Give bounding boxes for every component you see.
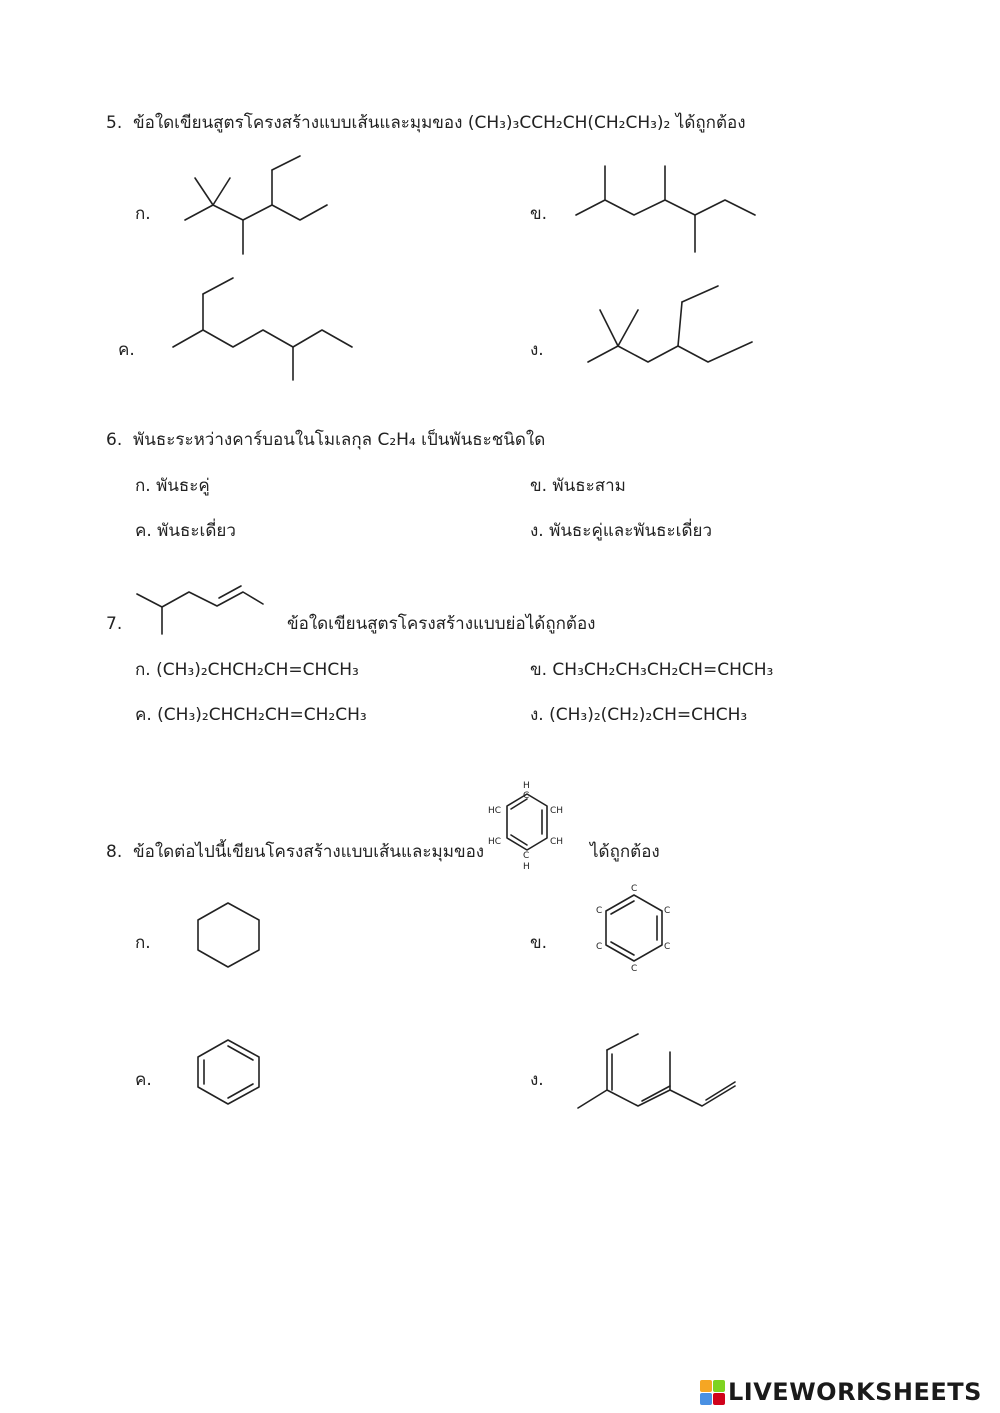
liveworksheets-logo-icon [700, 1380, 725, 1405]
q6-option-c[interactable]: ค. พันธะเดี่ยว [135, 521, 236, 541]
q6-number: 6. [106, 430, 123, 450]
liveworksheets-brand [700, 1378, 982, 1406]
q8-optb-atom-c4: C [631, 964, 638, 974]
q5-option-d-label[interactable]: ง. [530, 340, 544, 360]
q7-structure [133, 582, 268, 637]
q7-option-d[interactable]: ง. (CH₃)₂(CH₂)₂CH=CHCH₃ [530, 705, 748, 725]
q8-atom-c-top: C [523, 791, 530, 801]
q8-atom-hc-lower-left: HC [488, 837, 502, 847]
q5-option-a-structure[interactable] [175, 150, 335, 260]
q8-stem: ข้อใดต่อไปนี้เขียนโครงสร้างแบบเส้นและมุมของ [133, 842, 485, 862]
q5-option-a-label[interactable]: ก. [135, 204, 151, 224]
q8-atom-h-top: H [523, 781, 530, 791]
q7-option-c[interactable]: ค. (CH₃)₂CHCH₂CH=CH₂CH₃ [135, 705, 367, 725]
q8-option-b-structure[interactable] [592, 883, 682, 975]
q5-option-d-structure[interactable] [580, 280, 760, 370]
q8-optb-atom-c6: C [596, 906, 603, 916]
q8-option-c-structure[interactable] [190, 1032, 270, 1112]
q8-option-d-structure[interactable] [570, 1028, 745, 1114]
q8-option-a-structure[interactable] [190, 895, 270, 975]
q8-option-b-label[interactable]: ข. [530, 933, 548, 953]
q8-optb-atom-c3: C [664, 942, 671, 952]
q8-number: 8. [106, 842, 123, 862]
q7-option-b[interactable]: ข. CH₃CH₂CH₃CH₂CH=CHCH₃ [530, 660, 774, 680]
q7-stem: ข้อใดเขียนสูตรโครงสร้างแบบย่อได้ถูกต้อง [287, 614, 596, 634]
q6-option-b[interactable]: ข. พันธะสาม [530, 476, 626, 496]
q5-stem: ข้อใดเขียนสูตรโครงสร้างแบบเส้นและมุมของ (CH₃)₃CCH₂CH(CH₂CH₃)₂ ได้ถูกต้อง [133, 113, 746, 133]
q8-option-a-label[interactable]: ก. [135, 933, 151, 953]
q8-option-c-label[interactable]: ค. [135, 1070, 152, 1090]
q5-number: 5. [106, 113, 123, 133]
q6-option-d[interactable]: ง. พันธะคู่และพันธะเดี่ยว [530, 521, 713, 541]
q5-option-b-label[interactable]: ข. [530, 204, 548, 224]
q8-optb-atom-c1: C [631, 884, 638, 894]
q8-atom-h-bottom: H [523, 862, 530, 872]
q7-number: 7. [106, 614, 123, 634]
q8-benzene-kekule-structure [484, 778, 576, 874]
q8-optb-atom-c2: C [664, 906, 671, 916]
q8-atom-ch-lower-right: CH [550, 837, 564, 847]
q5-option-b-structure[interactable] [570, 160, 770, 260]
q8-atom-ch-upper-right: CH [550, 806, 564, 816]
q8-atom-hc-upper-left: HC [488, 806, 502, 816]
brand-name: LIVEWORKSHEETS [728, 1378, 982, 1406]
q6-option-a[interactable]: ก. พันธะคู่ [135, 476, 210, 496]
q5-option-c-structure[interactable] [165, 272, 365, 387]
q8-option-d-label[interactable]: ง. [530, 1070, 544, 1090]
q8-atom-c-bottom: C [523, 851, 530, 861]
q5-option-c-label[interactable]: ค. [118, 340, 135, 360]
q6-stem: พันธะระหว่างคาร์บอนในโมเลกุล C₂H₄ เป็นพันธะชนิดใด [133, 430, 546, 450]
q7-option-a[interactable]: ก. (CH₃)₂CHCH₂CH=CHCH₃ [135, 660, 359, 680]
q8-stem-end: ได้ถูกต้อง [590, 842, 660, 862]
q8-optb-atom-c5: C [596, 942, 603, 952]
